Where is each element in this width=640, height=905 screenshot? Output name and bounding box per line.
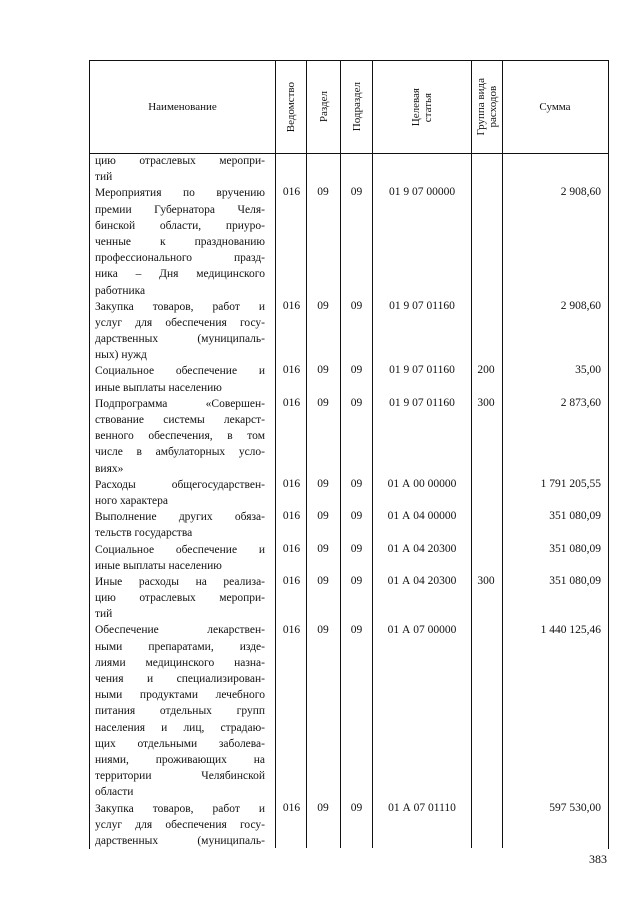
cell-ved: 016 [282,364,301,377]
cell-summa: 351 080,09 [549,510,601,523]
header-podrazdel [341,61,372,153]
cell-summa: 1 440 125,46 [540,623,601,636]
row-name-line: числе в амбулаторных усло- [95,446,265,459]
row-name-line: территории Челябинской [95,770,265,783]
column-divider [275,60,276,848]
cell-statya: 01 9 07 01160 [389,396,455,409]
row-name-line: премии Губернатора Челя- [95,203,265,216]
cell-razdel: 09 [317,542,329,555]
row-name-line: бинской области, приуро- [95,219,265,232]
cell-summa: 351 080,09 [549,575,601,587]
row-name-line: тий [95,171,113,184]
cell-summa: 2 873,60 [560,396,601,409]
cell-summa: 351 080,09 [549,542,601,555]
cell-podrazdel: 09 [350,477,363,490]
row-name-line: Социальное обеспечение и [95,543,265,556]
row-name-line: дарственных (муниципаль- [95,333,265,346]
row-name-line: щих отдельными заболева- [95,737,265,750]
cell-podrazdel: 09 [350,186,363,199]
row-name-line: цию отраслевых меропри- [95,592,265,605]
cell-statya: 01 А 07 01110 [388,801,456,814]
cell-statya: 01 9 07 01160 [389,364,455,377]
column-divider [502,60,503,848]
row-name-line: Социальное обеспечение и [95,365,265,378]
row-name-line: Иные расходы на реализа- [95,575,265,588]
header-name-label: Наименование [148,101,217,113]
row-name-line: услуг для обеспечения госу- [95,316,265,329]
cell-podrazdel: 09 [350,299,363,312]
cell-statya: 01 А 04 00000 [387,510,457,523]
column-divider [340,60,341,848]
row-name-line: Обеспечение лекарствен- [95,624,265,637]
row-name-line: ниями, проживающих на [95,753,265,766]
cell-razdel: 09 [317,364,329,377]
row-name-line: цию отраслевых меропри- [95,155,265,167]
row-name-line: чения и специализирован- [95,673,265,685]
cell-podrazdel: 09 [350,623,363,636]
header-gruppa-label: Группа вида расходов [475,78,499,136]
cell-statya: 01 А 04 20300 [387,542,457,555]
row-name-line: питания отдельных групп [95,705,265,718]
cell-summa: 2 908,60 [560,299,601,312]
cell-razdel: 09 [317,396,329,409]
cell-summa: 35,00 [575,364,601,377]
cell-statya: 01 А 00 00000 [387,477,457,490]
row-name-line: ника – Дня медицинского [95,268,265,281]
cell-statya: 01 А 07 00000 [387,623,457,636]
row-name-line: иные выплаты населению [95,559,222,572]
header-name [90,61,275,153]
cell-podrazdel: 09 [350,542,363,555]
row-name-line: лиями медицинского назна- [95,656,265,669]
row-name-line: Выполнение других обяза- [95,511,265,524]
cell-podrazdel: 09 [350,801,363,814]
cell-ved: 016 [282,186,301,199]
cell-statya: 01 9 07 01160 [389,299,455,312]
row-name-line: Мероприятия по вручению [95,187,265,200]
cell-ved: 016 [282,801,301,814]
cell-ved: 016 [282,477,301,490]
cell-ved: 016 [282,510,301,523]
row-name-line: тельств государства [95,527,193,540]
cell-ved: 016 [282,575,301,587]
row-name-line: виях» [95,462,124,475]
cell-podrazdel: 09 [350,396,363,409]
header-vedomstvo [276,61,306,153]
column-divider [306,60,307,848]
cell-ved: 016 [282,299,301,312]
cell-razdel: 09 [317,477,329,490]
cell-gruppa: 200 [477,364,495,377]
header-summa-label: Сумма [539,101,571,113]
row-name-line: иные выплаты населению [95,381,222,394]
header-podrazdel-label: Подраздел [350,82,363,132]
row-name-line: ствование системы лекарст- [95,414,265,426]
cell-statya: 01 9 07 00000 [388,186,456,199]
page-number: 383 [589,852,607,866]
cell-ved: 016 [282,623,301,636]
row-name-line: ными препаратами, изде- [95,640,265,653]
row-name-line: дарственных (муниципаль- [95,834,265,847]
row-name-line: Закупка товаров, работ и [95,802,265,815]
column-divider [471,60,472,848]
cell-podrazdel: 09 [350,510,363,523]
row-name-line: работника [95,284,146,297]
cell-summa: 1 791 205,55 [540,477,601,490]
cell-podrazdel: 09 [350,364,363,377]
cell-summa: 2 908,60 [560,186,601,199]
row-name-line: области [95,786,134,799]
row-name-line: ного характера [95,494,168,507]
cell-gruppa: 300 [477,575,495,587]
column-divider [372,60,373,848]
row-name-line: населения и лиц, страдаю- [95,721,265,734]
cell-ved: 016 [282,542,301,555]
cell-razdel: 09 [317,575,329,587]
row-name-line: ных) нужд [95,349,147,362]
row-name-line: венного обеспечения, в том [95,430,265,443]
row-name-line: ченные к празднованию [95,235,265,248]
cell-statya: 01 А 04 20300 [387,575,457,587]
header-gruppa [472,61,502,153]
row-name-line: ными продуктами лечебного [95,689,265,702]
cell-razdel: 09 [317,801,329,814]
cell-gruppa: 300 [477,396,495,409]
header-vedomstvo-label: Ведомство [285,81,297,133]
header-celevaya-label: Целевая статья [410,87,434,127]
cell-razdel: 09 [317,623,329,636]
header-celevaya [373,61,471,153]
row-name-line: Закупка товаров, работ и [95,300,265,313]
row-name-line: Расходы общегосударствен- [95,478,265,491]
cell-razdel: 09 [317,510,329,523]
cell-summa: 597 530,00 [549,801,601,814]
row-name-line: профессионального празд- [95,252,265,265]
cell-ved: 016 [282,396,301,409]
cell-razdel: 09 [317,186,329,199]
cell-razdel: 09 [317,299,329,312]
row-name-line: услуг для обеспечения госу- [95,818,265,831]
row-name-line: Подпрограмма «Совершен- [95,397,265,410]
header-razdel-label: Раздел [317,91,330,123]
header-summa [503,61,607,153]
row-name-line: тий [95,608,113,621]
header-razdel [307,61,340,153]
cell-podrazdel: 09 [350,575,363,587]
name-column [95,153,265,849]
